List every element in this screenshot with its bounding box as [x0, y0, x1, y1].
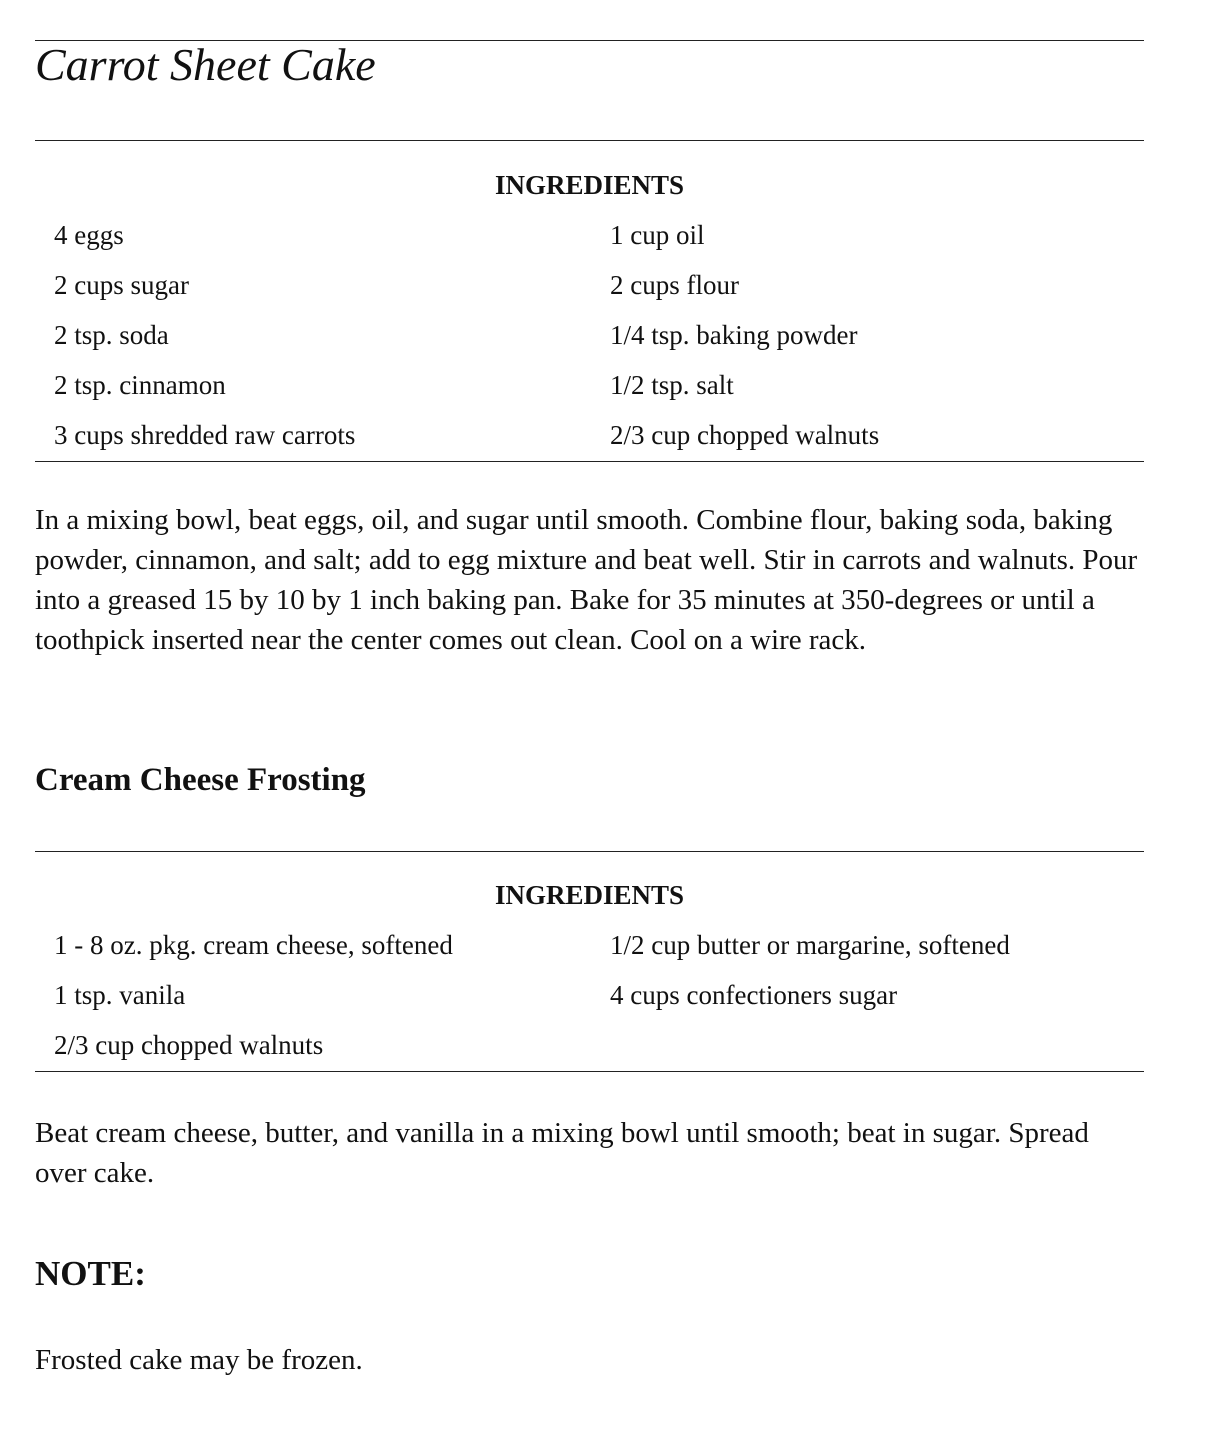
ingredient-item: 1/2 tsp. salt [610, 370, 734, 400]
ingredients-top-divider [35, 140, 1144, 141]
ingredient-item: 1/4 tsp. baking powder [610, 320, 858, 350]
note-text: Frosted cake may be frozen. [35, 1344, 363, 1376]
frosting-ingredients-list [54, 929, 1144, 1079]
ingredients-heading: INGREDIENTS [494, 170, 685, 200]
ingredient-item: 1/2 cup butter or margarine, softened [610, 930, 1010, 960]
frosting-ingredients-top-divider [35, 851, 1144, 852]
ingredient-item: 2 tsp. cinnamon [54, 370, 226, 400]
cake-directions: In a mixing bowl, beat eggs, oil, and sugar until smooth. Combine flour, baking soda, baking powder, cinnamon, and salt; add to egg mixture and beat well. Stir in carrots and walnuts. Pour into a greased 15 by 10 by 1 inch baking pan. Bake for 35 minutes at 350-degrees or until a toothpick inserted near the center comes out clean. Cool on a wire rack. [35, 504, 1138, 656]
ingredient-item: 1 cup oil [610, 220, 705, 250]
ingredient-item: 3 cups shredded raw carrots [54, 420, 356, 450]
ingredient-item: 2/3 cup chopped walnuts [54, 1030, 324, 1060]
cake-ingredients-list [54, 219, 1144, 469]
ingredient-item: 2 cups sugar [54, 270, 189, 300]
ingredient-item: 4 cups confectioners sugar [610, 980, 898, 1010]
ingredient-item: 2/3 cup chopped walnuts [610, 420, 880, 450]
ingredient-item: 2 cups flour [610, 270, 739, 300]
ingredient-item: 1 tsp. vanila [54, 980, 186, 1010]
frosting-ingredients-bottom-divider [35, 1071, 1144, 1072]
frosting-directions: Beat cream cheese, butter, and vanilla in a mixing bowl until smooth; beat in sugar. Spread over cake. [35, 1117, 1089, 1189]
frosting-title: Cream Cheese Frosting [35, 762, 366, 798]
note-title: NOTE: [35, 1254, 146, 1293]
ingredient-item: 4 eggs [54, 220, 124, 250]
recipe-title: Carrot Sheet Cake [35, 39, 376, 90]
ingredient-item: 1 - 8 oz. pkg. cream cheese, softened [54, 930, 453, 960]
frosting-ingredients-heading: INGREDIENTS [494, 880, 685, 910]
ingredients-bottom-divider [35, 461, 1144, 462]
ingredient-item: 2 tsp. soda [54, 320, 169, 350]
